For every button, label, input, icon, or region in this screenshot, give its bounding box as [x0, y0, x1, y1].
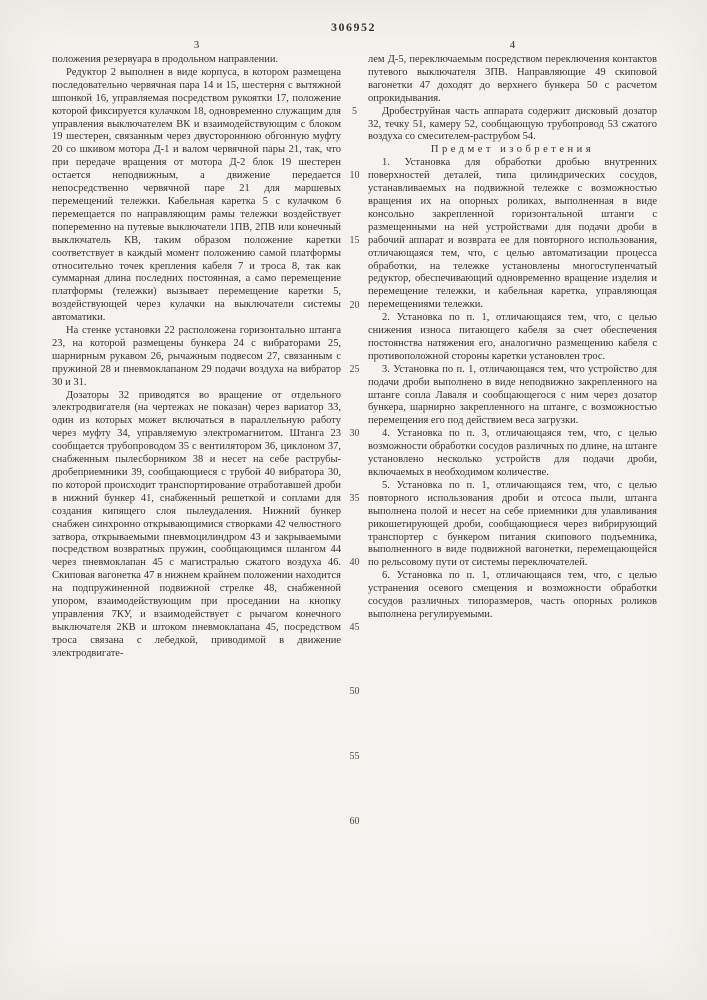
paragraph: Дозаторы 32 приводятся во вращение от отдельного электродвигателя (на чертежах не показан) через вариатор 33, один из которых может включаться в параллельную работу через муфту 34, управляемую электромагнитом. Штанга 23 сообщается трубопроводом 35 с вентилятором 36, циклоном 37, снабженным пылесборником 38 и несет на себе раструбы-дробеприемники 39, сообщающиеся с трубой 40 вибратора 30, по которой происходит транспортирование отработавшей дроби в нижний бункер 41, снабженный решеткой и соплами для создания кипящего слоя пылеудаления. Нижний бункер снабжен синхронно открывающимися створками 42 челюстного затвора, открываемыми пневмоцилиндром 43 и закрываемыми посредством возвратных пружин, сообщающимся шлангом 44 через пневмоклапан 45 с магистралью сжатого воздуха 46. Скиповая вагонетка 47 в нижнем крайнем положении находится на подпружиненной подвижной стрелке 48, снабженной упором, взаимодействующим при проседании на кнопку управления 7КУ, и взаимодействует с рычагом конечного выключателя 2КВ и штоком пневмоклапана 45, посредством троса связана с лебедкой, приводимой в движение электродвигате-	[52, 389, 341, 659]
page-content	[0, 54, 707, 827]
paragraph: Редуктор 2 выполнен в виде корпуса, в котором размещена последовательно червячная пара 14 и 15, шестерня с вытяжной шпонкой 16, управляемая посредством рукоятки 17, положение которой фиксируется кулачком 18, одновременно служащим для управления выключателем ВК и взаимодействующим с блоком 19 шестерен, связанным через двустороннюю обгонную муфту 20 со шкивом мотора Д-1 и валом червячной пары 21, так, что при передаче вращения от мотора Д-2 блок 19 шестерен остается неподвижным, а движение передается непосредственно червячной паре 21 для маршевых перемещений тележки. Кабельная каретка 5 с кулачком 6 перемещается по направляющим рамы тележки воздействует попеременно на путевые выключатели 1ПВ, 2ПВ или конечный выключатель КВ, таким образом положение каретки соответствует в каждый момент положению самой платформы относительно точек крепления кабеля 7 и троса 8, так как суммарная длина последних постоянная, а само перемещение платформы (тележки) вызывает перемещение каретки 5, воздействующей через кулачки на выключатели системы автоматики.	[52, 66, 341, 324]
line-number: 45	[349, 622, 360, 633]
claim-3: 3. Установка по п. 1, отличающаяся тем, что устройство для подачи дроби выполнено в виде неподвижно закрепленного на штанге сопла Лаваля и сообщающегося с ним через дозатор бункера, шарнирно закрепленного на штанге, с возможностью перемещения его под действием веса загрузки.	[368, 363, 657, 427]
page-number-left: 3	[193, 39, 200, 51]
line-number-gutter	[341, 54, 368, 827]
page-number-right: 4	[509, 39, 516, 51]
right-column	[368, 54, 657, 661]
left-column	[52, 54, 341, 661]
patent-number: 306952	[331, 20, 376, 34]
line-number: 30	[349, 428, 360, 439]
claim-6: 6. Установка по п. 1, отличающаяся тем, что, с целью устранения осевого смещения и возможности обработки сосудов различных типоразмеров, часть опорных роликов выполнена регулируемыми.	[368, 570, 657, 620]
line-number: 60	[349, 816, 360, 827]
line-number: 20	[349, 300, 360, 311]
line-number: 15	[349, 235, 360, 246]
claim-4: 4. Установка по п. 3, отличающаяся тем, что, с целью возможности обработки сосудов различных по длине, на штанге установлено несколько устройств для подачи дроби, включаемых в необходимом количестве.	[368, 428, 657, 478]
claim-2: 2. Установка по п. 1, отличающаяся тем, что, с целью снижения износа питающего кабеля за счет обеспечения постоянства натяжения его, аналогично размещению кабеля с противоположной стороны каретки установлен трос.	[368, 312, 657, 362]
claim-5: 5. Установка по п. 1, отличающаяся тем, что, с целью повторного использования дроби и отсоса пыли, штанга выполнена полой и несет на себе приемники для улавливания рикошетирующей дроби, сообщающиеся через вибрирующий транспортер с бункером питания скипового подъемника, выполненного в виде подвижной вагонетки, перемещающейся по рельсовому пути от системы переключателей.	[368, 479, 657, 569]
claims-heading: Предмет изобретения	[430, 144, 595, 156]
page-number-spacer	[341, 39, 368, 51]
line-number: 35	[349, 493, 360, 504]
claim-1: 1. Установка для обработки дробью внутренних поверхностей деталей, типа цилиндрических сосудов, устанавливаемых на подвижной тележке с возможностью вращения их на опорных роликах, выполненная в виде консольно закрепленной горизонтальной штанги с размещенными на ней устройствами для подачи дроби в рабочий аппарат и возврата ее для повторного использования, отличающаяся тем, что, с целью автоматизации процесса обработки, на тележке установлены многоступенчатый редуктор, обеспечивающий одновременно вращение изделия и перемещение тележки, и кабельная каретка, управляющая перемещениями тележки.	[368, 157, 657, 311]
paragraph: Дробеструйная часть аппарата содержит дисковый дозатор 32, течку 51, камеру 52, сообщающую трубопровод 53 сжатого воздуха со смесителем-раструбом 54.	[368, 105, 657, 143]
line-number: 50	[349, 686, 360, 697]
page-number-row	[0, 39, 707, 51]
paragraph: На стенке установки 22 расположена горизонтально штанга 23, на которой размещены бункера 24 с вибраторами 25, шарнирным рукавом 26, рычажным подвесом 27, связанным с пружиной 28 и пневмоклапаном 29 подачи воздуха на вибратор 30 и 31.	[52, 325, 341, 388]
line-number: 10	[349, 170, 360, 181]
line-number: 40	[349, 557, 360, 568]
line-number: 25	[349, 364, 360, 375]
line-number: 5	[352, 106, 357, 117]
paragraph: лем Д-5, переключаемым посредством переключения контактов путевого выключателя 3ПВ. Направляющие 49 скиповой вагонетки 47 доходят до верхнего бункера 50 с расчетом опрокидывания.	[368, 54, 657, 104]
paragraph: положения резервуара в продольном направлении.	[52, 54, 279, 65]
line-number: 55	[349, 751, 360, 762]
